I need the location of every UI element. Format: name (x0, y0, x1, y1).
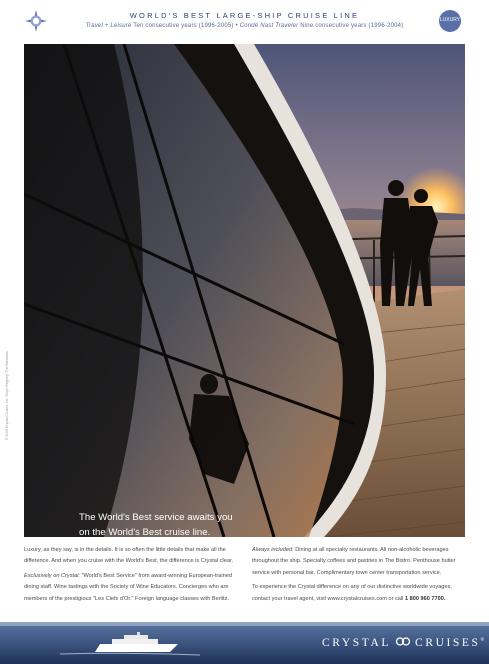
exclusive-lead: Exclusively on Crystal: (24, 572, 80, 579)
hero-photo (24, 44, 465, 537)
body-right-paragraph-1 (252, 545, 464, 579)
body-column-right (252, 545, 464, 608)
award1-text: Ten consecutive years (1996-2005) • (131, 23, 240, 29)
tagline-line-1: The World's Best service awaits you (79, 512, 233, 523)
body-left-paragraph-2 (24, 571, 236, 605)
brand-logo (322, 636, 487, 649)
tagline-line-2: on the World's Best cruise line. (79, 526, 211, 537)
award1-source: Travel + Leisure (85, 23, 132, 29)
registered-mark: ® (480, 638, 487, 644)
header (0, 0, 489, 42)
included-lead: Always included: (252, 547, 294, 553)
body-left-paragraph-1: Luxury, as they say, is in the details. It is so often the little details that make all the difference. And when you cruise with the World's Best, the difference is Crystal clear. (24, 547, 234, 565)
copyright-notice: © 2005 Crystal Cruises, Inc. Ships' Registry: The Bahamas (5, 351, 9, 440)
included-text: Dining at all specialty restaurants. All non-alcoholic beverages throughout the ship. Specialty coffees and pastries in The Bistro. Penthouse butler service with personal bar. Complimentary town center transportation service. (252, 547, 456, 576)
award-line (0, 23, 489, 29)
headline: WORLD'S BEST LARGE-SHIP CRUISE LINE (129, 11, 360, 20)
exclusive-text: "World's Best Service" from award-winning European-trained dining staff. Wine tastings with the Society of Wine Educators. Concierges who are members of the prestigious "Les Clefs d'Or." Foreign language classes with Berlitz. (24, 572, 232, 602)
body-column-left (24, 545, 236, 608)
brand-name-left: CRYSTAL (322, 637, 392, 649)
award-badge-icon: LUXURY (439, 10, 461, 32)
footer-banner (0, 622, 489, 664)
phone-number[interactable]: 1 800 960 7700. (404, 595, 446, 602)
award2-source: Condé Nast Traveler (239, 23, 299, 29)
body-right-paragraph-2 (252, 582, 464, 605)
tagline (79, 511, 299, 537)
sea-horse-logo-icon (396, 636, 410, 647)
contact-text: To experience the Crystal difference on any of our distinctive worldwide voyages, contact your travel agent, visit www.crystalcruises.com or call (252, 584, 452, 602)
brand-name-right: CRUISES (415, 637, 481, 649)
award2-text: Nine consecutive years (1996-2004) (298, 23, 404, 29)
